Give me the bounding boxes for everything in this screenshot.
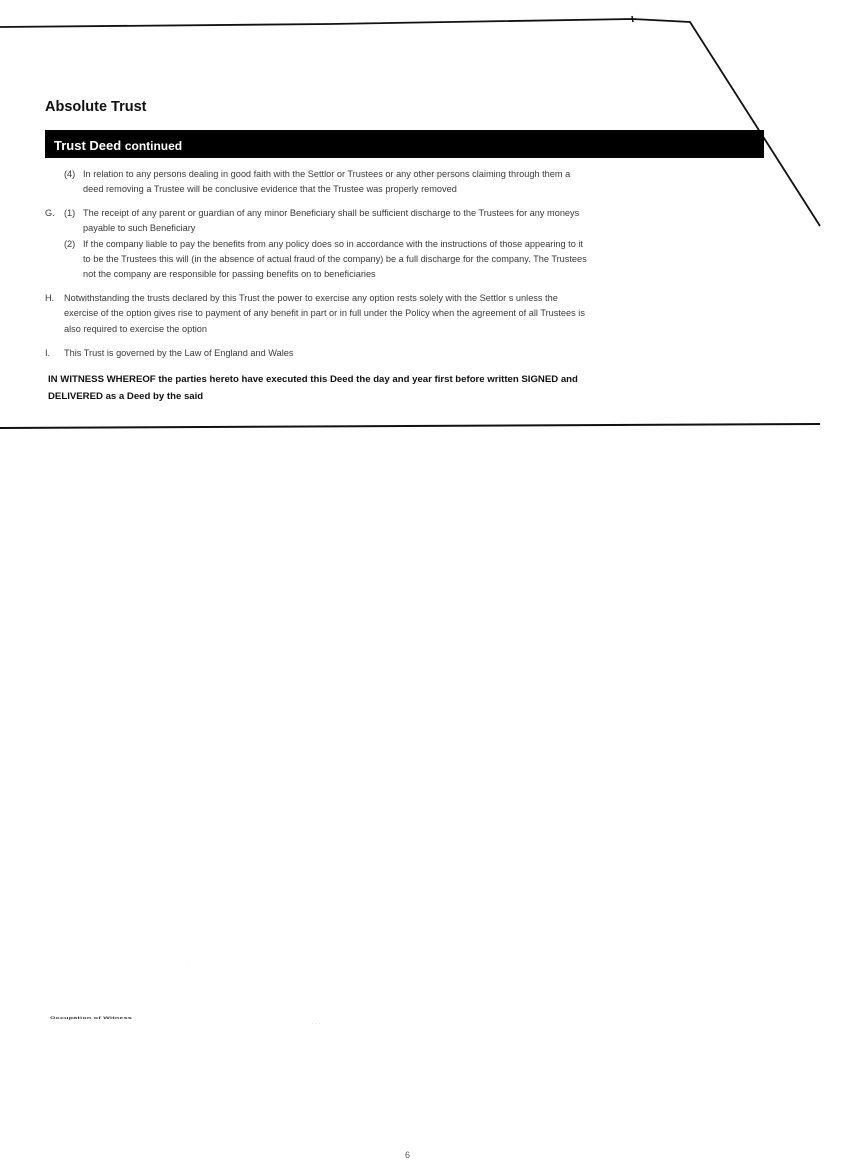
- clause-letter: I.: [45, 348, 51, 358]
- banner-subtitle: continued: [124, 139, 183, 153]
- occupation-of-witness-label: Occupation of Witness: [50, 1016, 133, 1020]
- clause-line: also required to exercise the option: [64, 324, 208, 334]
- clause-line: to be the Trustees this will (in the absence of actual fraud of the company) be a full discharge for the company. The Trustees: [83, 254, 587, 264]
- scan-speck: . . .: [312, 1020, 321, 1026]
- witness-line: DELIVERED as a Deed by the said: [48, 390, 204, 402]
- witness-line: IN WITNESS WHEREOF the parties hereto have executed this Deed the day and year first before written SIGNED and: [48, 374, 578, 385]
- clause-marker: (1): [64, 208, 76, 218]
- clause-line: In relation to any persons dealing in good faith with the Settlor or Trustees or any other persons claiming through them a: [83, 169, 571, 179]
- page-number: 6: [405, 1150, 411, 1160]
- clause-line: deed removing a Trustee will be conclusive evidence that the Trustee was properly removed: [83, 184, 457, 194]
- witness-statement: [48, 372, 688, 405]
- section-banner: [45, 130, 764, 158]
- clause-line: Notwithstanding the trusts declared by this Trust the power to exercise any option rests solely with the Settlor s unless the: [64, 293, 558, 303]
- clause-letter: H.: [45, 293, 55, 303]
- clause-letter: G.: [45, 208, 55, 218]
- clause-line: If the company liable to pay the benefits from any policy does so in accordance with the instructions of those appearing to it: [83, 239, 583, 249]
- clause-marker: (4): [64, 169, 76, 179]
- clause-line: This Trust is governed by the Law of England and Wales: [64, 348, 294, 358]
- clause-line: The receipt of any parent or guardian of any minor Beneficiary shall be sufficient discharge to the Trustees for any moneys: [83, 208, 580, 218]
- document-title: Absolute Trust: [45, 99, 147, 115]
- clause-line: exercise of the option gives rise to payment of any benefit in part or in full under the Policy when the agreement of all Trustees is: [64, 308, 585, 318]
- clause-line: not the company are responsible for passing benefits on to beneficiaries: [83, 269, 376, 279]
- banner-title-main: Trust Deed: [54, 138, 122, 153]
- scan-speck: ·: [187, 964, 189, 970]
- banner-title: [54, 138, 182, 153]
- clause-marker: (2): [64, 239, 76, 249]
- clause-line: payable to such Beneficiary: [83, 223, 196, 233]
